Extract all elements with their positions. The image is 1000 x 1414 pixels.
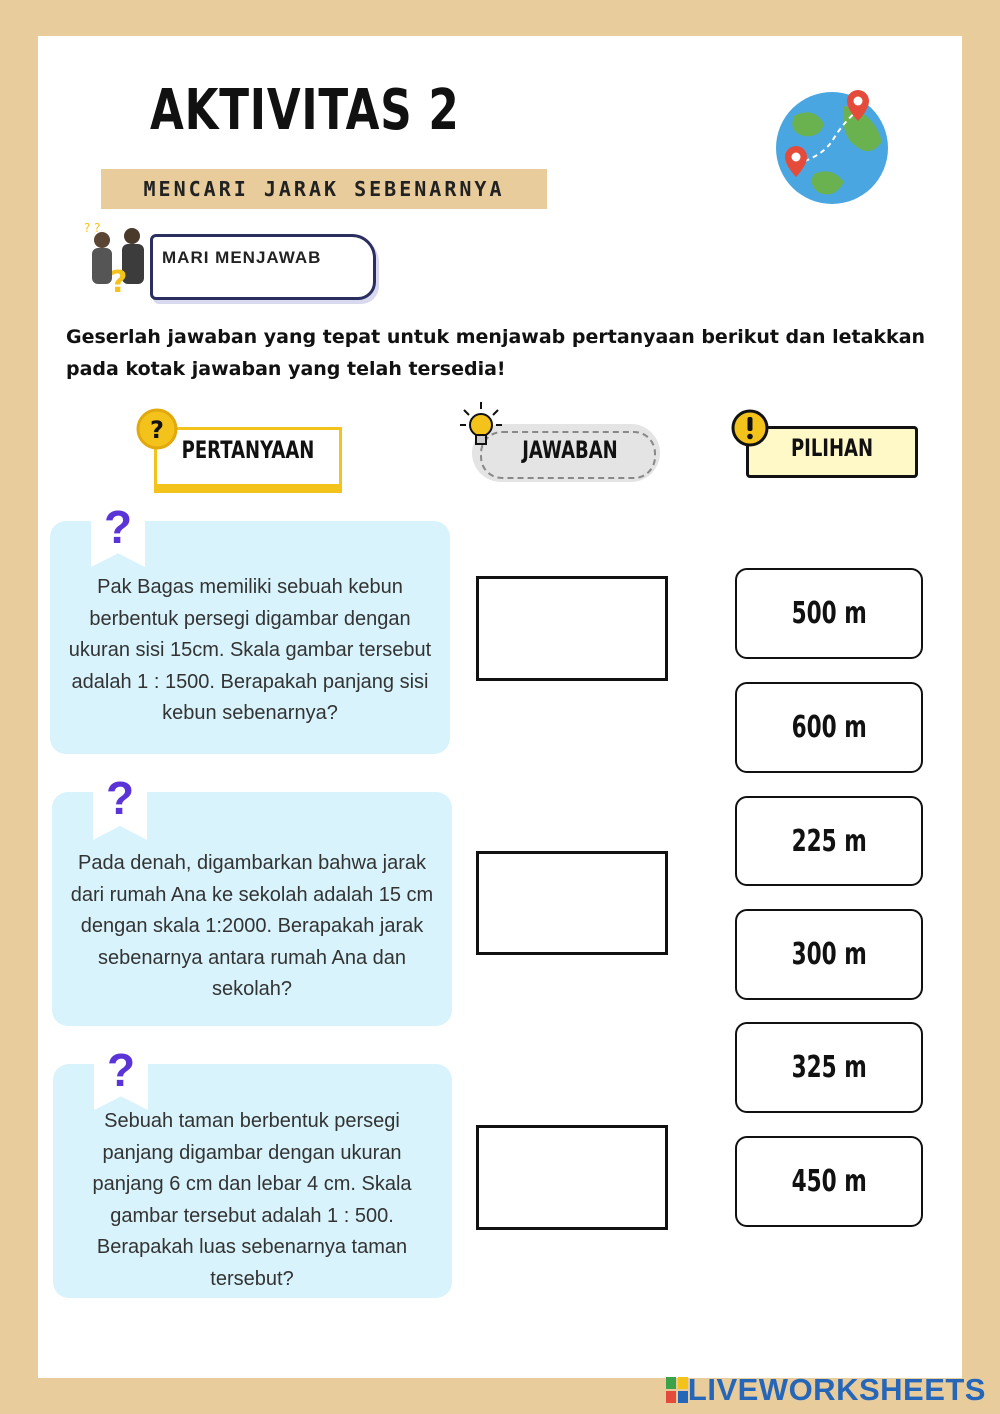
option-label-3: 225 m [791,823,867,859]
exclamation-badge-icon [730,408,770,448]
option-label-2: 600 m [791,710,867,745]
option-chip-5[interactable] [735,1022,923,1113]
question-text-3: Sebuah taman berbentuk persegi panjang digambar dengan ukuran panjang 6 cm dan lebar 4 cm. Skala gambar tersebut adalah 1 : 500. Berapakah luas sebenarnya taman tersebut? [92,1110,412,1290]
svg-text:? ?: ? ? [84,221,101,235]
question-badge-icon [136,408,178,450]
option-label-5: 325 m [791,1050,867,1085]
lightbulb-icon [458,400,504,450]
option-label-1: 500 m [791,596,867,631]
answer-dropzone-3[interactable] [476,1125,668,1230]
footer-brand-text: LIVEWORKSHEETS [687,1372,986,1407]
answer-dropzone-1[interactable] [476,576,668,681]
option-label-6: 450 m [791,1164,867,1199]
question-mark-2: ? [105,772,135,824]
liveworksheets-logo-icon [666,1377,688,1403]
globe-map-icon [774,86,890,206]
option-chip-1[interactable] [735,568,923,659]
badge-label: MARI MENJAWAB [162,248,322,267]
instruction-text: Geserlah jawaban yang tepat untuk menjawab pertanyaan berikut dan letakkan pada kotak jawaban yang telah tersedia! [66,326,926,380]
svg-text:?: ? [110,265,128,298]
footer-brand [666,1372,986,1408]
options-header-label: PILIHAN [790,434,874,462]
option-chip-3[interactable] [735,796,923,886]
page-title: AKTIVITAS 2 [150,78,460,143]
option-chip-2[interactable] [735,682,923,773]
question-mark-1: ? [103,501,133,553]
question-text-1: Pak Bagas memiliki sebuah kebun berbentuk persegi digambar dengan ukuran sisi 15cm. Skala gambar tersebut adalah 1 : 1500. Berapakah panjang sisi kebun sebenarnya? [68,576,432,724]
page-subtitle: MENCARI JARAK SEBENARNYA [143,177,505,201]
option-chip-6[interactable] [735,1136,923,1227]
question-text-2: Pada denah, digambarkan bahwa jarak dari rumah Ana ke sekolah adalah 15 cm dengan skala 1:2000. Berapakah jarak sebenarnya antara rumah Ana dan sekolah? [70,852,434,1000]
answer-header-label: JAWABAN [522,436,618,464]
answer-dropzone-2[interactable] [476,851,668,955]
svg-text:?: ? [150,416,164,444]
thinking-people-icon [80,218,160,298]
option-label-4: 300 m [791,937,867,972]
option-chip-4[interactable] [735,909,923,1000]
question-mark-3: ? [106,1044,136,1096]
question-header-label: PERTANYAAN [181,436,315,464]
